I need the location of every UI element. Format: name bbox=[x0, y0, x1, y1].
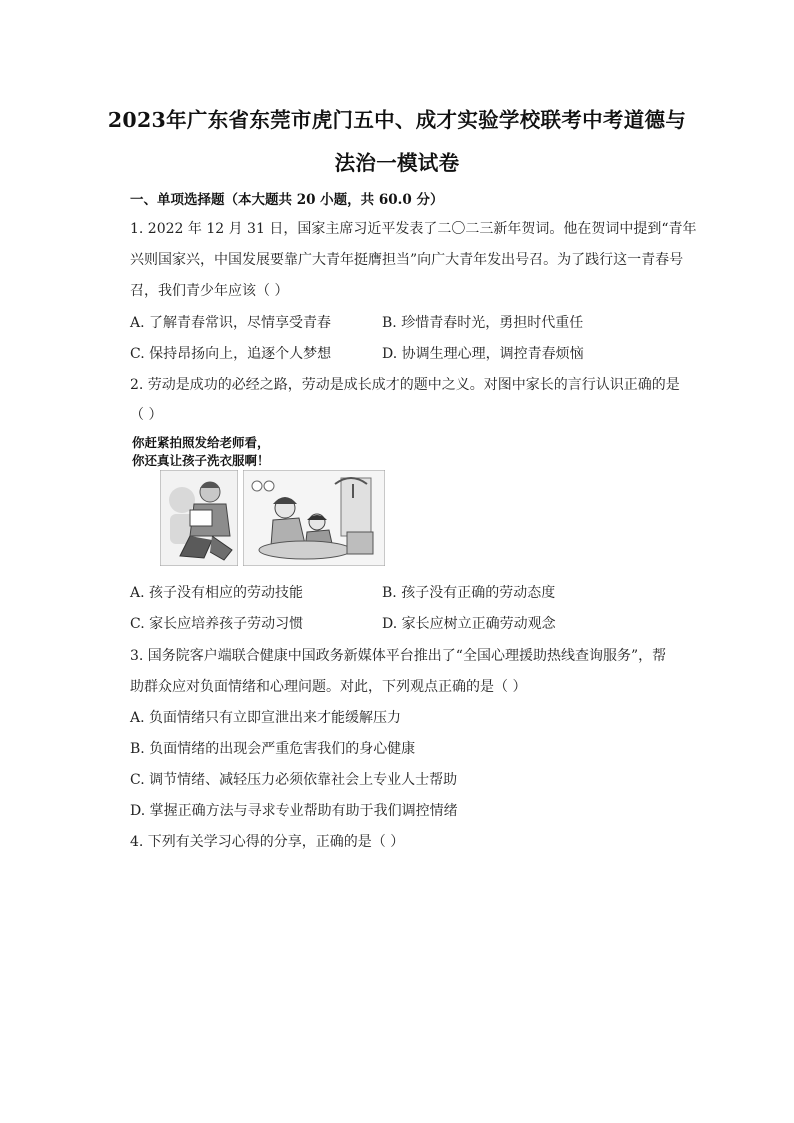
q1-option-c: C. 保持昂扬向上，追逐个人梦想 bbox=[130, 346, 332, 362]
parent-with-phone-illustration bbox=[160, 470, 238, 566]
q1-line1: 1. 2022 年 12 月 31 日，国家主席习近平发表了二〇二三新年贺词。他在贺词中提到“青年 bbox=[130, 221, 697, 237]
q4-line1: 4. 下列有关学习心得的分享，正确的是（ ） bbox=[130, 834, 405, 850]
q1-line2: 兴则国家兴，中国发展要靠广大青年挺膺担当”向广大青年发出号召。为了践行这一青春号 bbox=[130, 252, 684, 268]
q1-option-d: D. 协调生理心理，调控青春烦恼 bbox=[382, 346, 584, 362]
q3-line1: 3. 国务院客户端联合健康中国政务新媒体平台推出了“全国心理援助热线查询服务”，帮 bbox=[130, 648, 667, 664]
q3-option-a: A. 负面情绪只有立即宣泄出来才能缓解压力 bbox=[130, 710, 402, 726]
cartoon-caption-line2: 你还真让孩子洗衣服啊！ bbox=[132, 453, 270, 468]
q1-option-a: A. 了解青春常识，尽情享受青春 bbox=[130, 315, 332, 331]
q2-line2: （ ） bbox=[130, 407, 163, 423]
q2-option-d: D. 家长应树立正确劳动观念 bbox=[382, 616, 556, 632]
q1-line3: 召，我们青少年应该（ ） bbox=[130, 283, 289, 299]
q3-line2: 助群众应对负面情绪和心理问题。对此，下列观点正确的是（ ） bbox=[130, 679, 527, 695]
q3-option-d: D. 掌握正确方法与寻求专业帮助有助于我们调控情绪 bbox=[130, 803, 458, 819]
q3-option-c: C. 调节情绪、减轻压力必须依靠社会上专业人士帮助 bbox=[130, 772, 458, 788]
cartoon-caption-line1: 你赶紧拍照发给老师看， bbox=[132, 435, 270, 450]
q1-option-b: B. 珍惜青春时光，勇担时代重任 bbox=[382, 315, 584, 331]
section-heading: 一、单项选择题（本大题共 20 小题，共 60.0 分） bbox=[130, 192, 444, 208]
washing-clothes-illustration bbox=[243, 470, 385, 566]
page-title-line2: 法治一模试卷 bbox=[334, 151, 460, 175]
q2-option-b: B. 孩子没有正确的劳动态度 bbox=[382, 585, 556, 601]
q2-option-c: C. 家长应培养孩子劳动习惯 bbox=[130, 616, 304, 632]
q2-line1: 2. 劳动是成功的必经之路，劳动是成长成才的题中之义。对图中家长的言行认识正确的是 bbox=[130, 377, 680, 393]
page-title-line1: 2023年广东省东莞市虎门五中、成才实验学校联考中考道德与 bbox=[107, 108, 687, 132]
q2-option-a: A. 孩子没有相应的劳动技能 bbox=[130, 585, 304, 601]
q3-option-b: B. 负面情绪的出现会严重危害我们的身心健康 bbox=[130, 741, 416, 757]
